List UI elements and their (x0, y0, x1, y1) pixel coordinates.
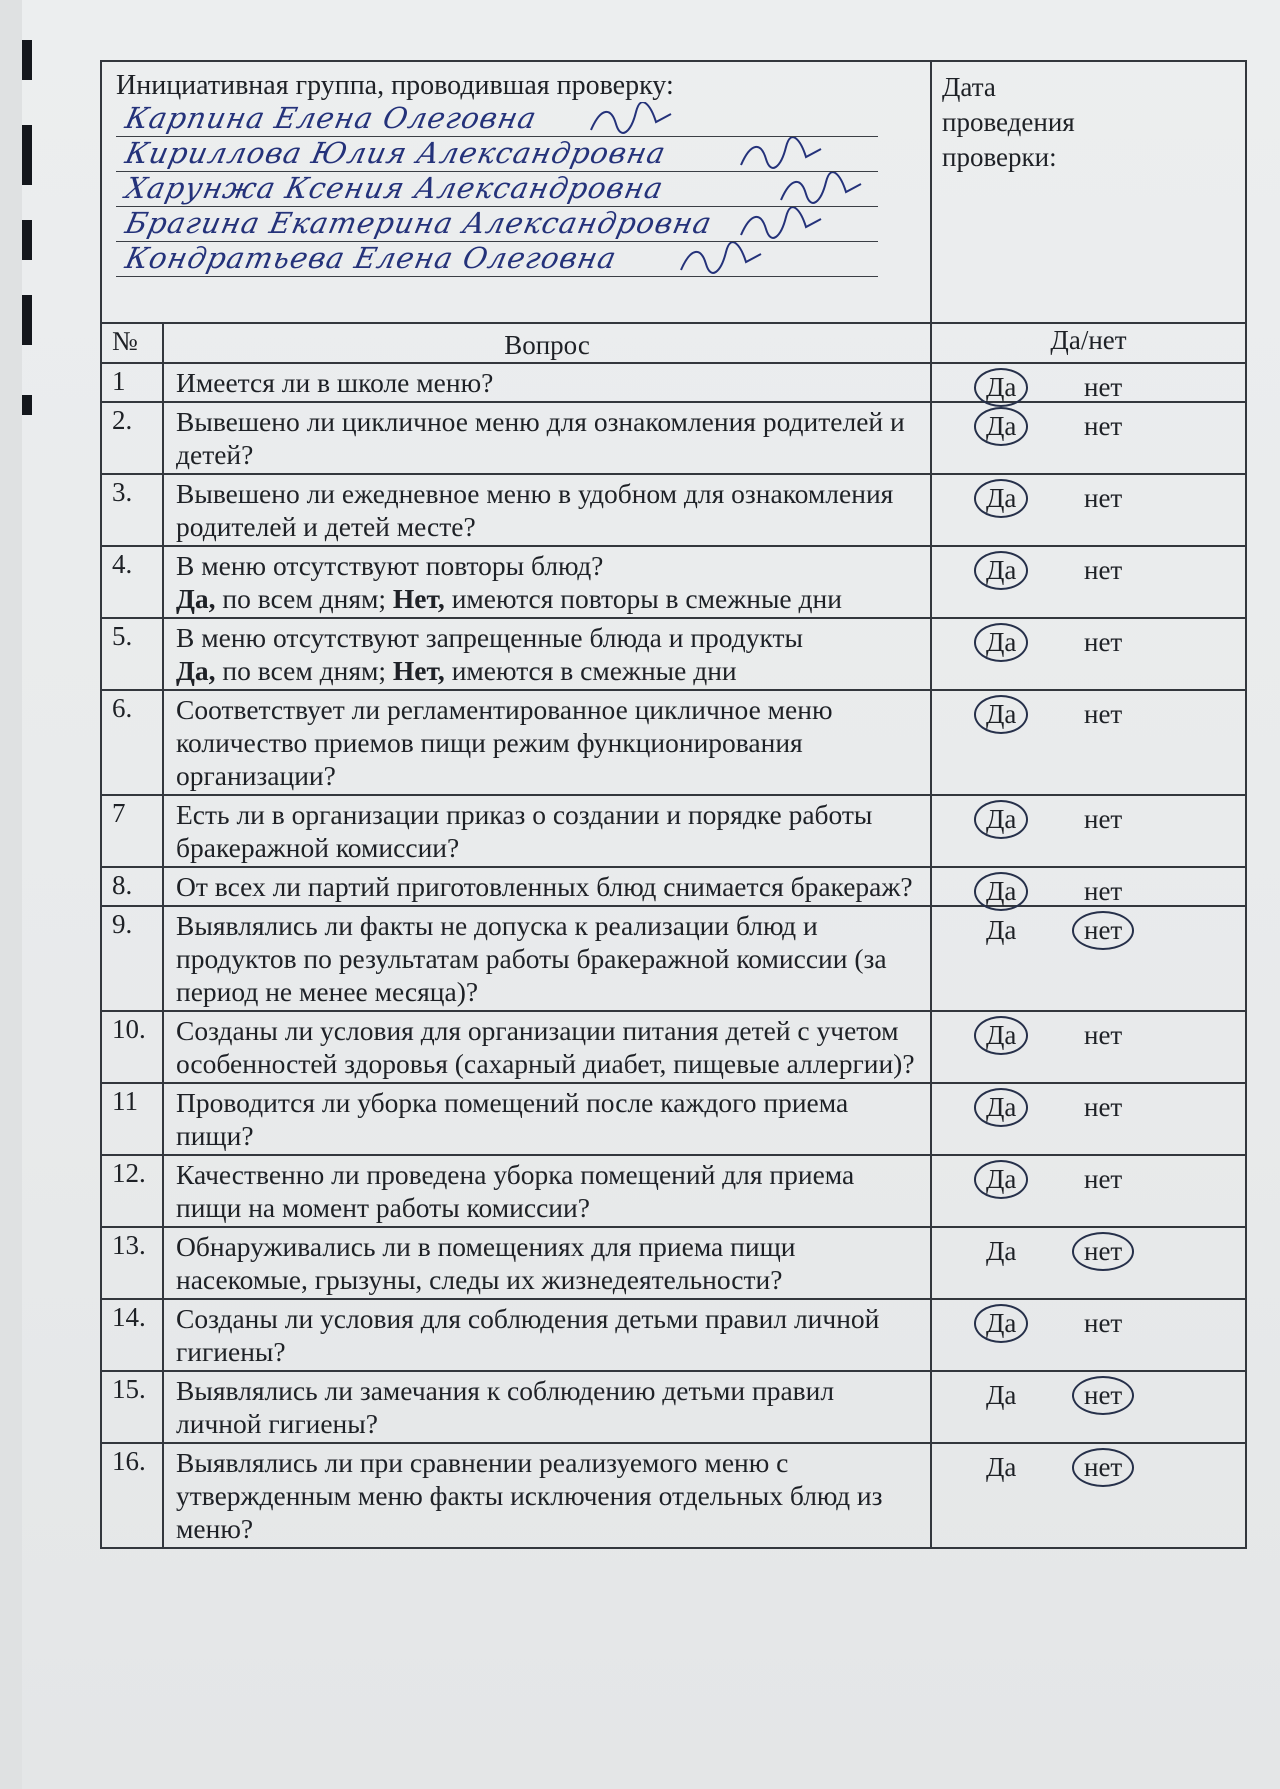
answer-no-option[interactable]: нет (1072, 911, 1134, 950)
answer-cell (931, 546, 1246, 618)
question-cell (163, 618, 931, 690)
note-no-note: Нет, (392, 655, 445, 686)
table-row (101, 1155, 1246, 1227)
answer-cell (931, 690, 1246, 795)
answer-yes-option[interactable]: Да (974, 1016, 1028, 1055)
answer-cell (931, 1227, 1246, 1299)
question-cell (163, 402, 931, 474)
answer-yes-option[interactable]: Да (974, 551, 1028, 590)
question-note (176, 582, 918, 615)
signature-scribble-icon (586, 102, 676, 136)
note-end-note: имеются в смежные дни (444, 655, 737, 686)
member-name: Брагина Екатерина Александровна (122, 206, 716, 240)
question-cell (163, 1227, 931, 1299)
question-cell (163, 1155, 931, 1227)
table-row (101, 402, 1246, 474)
question-text: Обнаруживались ли в помещениях для приема пищи насекомые, грызуны, следы их жизнедеятельности? (176, 1231, 796, 1295)
row-number: 1 (101, 363, 163, 402)
answer-yes-option[interactable]: Да (974, 800, 1028, 839)
answer-cell (931, 1443, 1246, 1548)
question-cell (163, 1083, 931, 1155)
binder-hole (22, 220, 32, 260)
table-row (101, 1443, 1246, 1548)
table-row (101, 618, 1246, 690)
signature-list (116, 102, 918, 277)
signature-line (116, 172, 878, 207)
note-yes-note: Да, (176, 655, 216, 686)
note-mid-note: по всем дням; (215, 655, 393, 686)
table-row (101, 906, 1246, 1011)
table-row (101, 1083, 1246, 1155)
answer-yes-option[interactable]: Да (986, 915, 1017, 945)
column-header-num: № (101, 323, 163, 363)
answer-cell (931, 1083, 1246, 1155)
question-text: От всех ли партий приготовленных блюд снимается бракераж? (176, 871, 913, 902)
binder-hole (22, 395, 32, 415)
member-name: Кириллова Юлия Александровна (122, 136, 670, 170)
row-number: 9. (101, 906, 163, 1011)
answer-no-option[interactable]: нет (1072, 1448, 1134, 1487)
table-row (101, 867, 1246, 906)
row-number: 13. (101, 1227, 163, 1299)
question-cell (163, 690, 931, 795)
row-number: 14. (101, 1299, 163, 1371)
question-text: Имеется ли в школе меню? (176, 367, 494, 398)
row-number: 3. (101, 474, 163, 546)
answer-yes-option[interactable]: Да (974, 1304, 1028, 1343)
answer-cell (931, 618, 1246, 690)
question-text: В меню отсутствуют повторы блюд? (176, 550, 604, 581)
answer-yes-option[interactable]: Да (986, 1452, 1017, 1482)
row-number: 8. (101, 867, 163, 906)
question-rows (101, 363, 1246, 1548)
question-text: Проводится ли уборка помещений после каждого приема пищи? (176, 1087, 849, 1151)
question-cell (163, 795, 931, 867)
table-row (101, 690, 1246, 795)
table-row (101, 1227, 1246, 1299)
column-header-row (101, 323, 1246, 363)
table-row (101, 1299, 1246, 1371)
group-label: Инициативная группа, проводившая проверку: (116, 70, 674, 101)
header-row (101, 61, 1246, 323)
signature-scribble-icon (676, 242, 766, 276)
question-cell (163, 1299, 931, 1371)
answer-cell (931, 867, 1246, 906)
answer-no-option[interactable]: нет (1072, 1376, 1134, 1415)
answer-no-option[interactable]: нет (1084, 804, 1123, 834)
row-number: 6. (101, 690, 163, 795)
answer-no-option[interactable]: нет (1084, 372, 1123, 402)
answer-no-option[interactable]: нет (1084, 876, 1123, 906)
answer-cell (931, 402, 1246, 474)
date-label-line: Дата (942, 72, 996, 102)
table-row (101, 795, 1246, 867)
table-row (101, 363, 1246, 402)
signature-line (116, 207, 878, 242)
answer-no-option[interactable]: нет (1084, 411, 1123, 441)
binder-hole (22, 40, 32, 80)
answer-no-option[interactable]: нет (1084, 1164, 1123, 1194)
answer-cell (931, 1155, 1246, 1227)
answer-yes-option[interactable]: Да (974, 623, 1028, 662)
binder-hole (22, 125, 32, 185)
row-number: 5. (101, 618, 163, 690)
question-cell (163, 1371, 931, 1443)
row-number: 2. (101, 402, 163, 474)
question-text: Созданы ли условия для соблюдения детьми правил личной гигиены? (176, 1303, 880, 1367)
answer-no-option[interactable]: нет (1084, 699, 1123, 729)
form-table (100, 60, 1247, 1549)
row-number: 10. (101, 1011, 163, 1083)
note-end-note: имеются повторы в смежные дни (444, 583, 842, 614)
question-text: Выявлялись ли замечания к соблюдению детьми правил личной гигиены? (176, 1375, 835, 1439)
answer-yes-option[interactable]: Да (974, 1088, 1028, 1127)
answer-yes-option[interactable]: Да (974, 695, 1028, 734)
signature-line (116, 137, 878, 172)
answer-cell (931, 1371, 1246, 1443)
group-cell (101, 61, 931, 323)
answer-no-option[interactable]: нет (1084, 627, 1123, 657)
row-number: 12. (101, 1155, 163, 1227)
signature-line (116, 102, 878, 137)
answer-yes-option[interactable]: Да (974, 407, 1028, 446)
answer-yes-option[interactable]: Да (974, 1160, 1028, 1199)
date-cell[interactable] (931, 61, 1246, 323)
question-cell (163, 1011, 931, 1083)
date-label-line: проведения (942, 107, 1075, 137)
inspection-form (100, 60, 1245, 1549)
answer-no-option[interactable]: нет (1084, 1020, 1123, 1050)
question-text: Вывешено ли ежедневное меню в удобном для ознакомления родителей и детей месте? (176, 478, 894, 542)
question-cell (163, 474, 931, 546)
note-no-note: Нет, (392, 583, 445, 614)
question-cell (163, 1443, 931, 1548)
row-number: 7 (101, 795, 163, 867)
row-number: 4. (101, 546, 163, 618)
question-text: Выявлялись ли факты не допуска к реализации блюд и продуктов по результатам работы бракеражной комиссии (за период не менее месяца)? (176, 910, 887, 1007)
binder-hole (22, 295, 32, 345)
question-text: Есть ли в организации приказ о создании и порядке работы бракеражной комиссии? (176, 799, 873, 863)
question-text: Созданы ли условия для организации питания детей с учетом особенностей здоровья (сахарный диабет, пищевые аллергии)? (176, 1015, 915, 1079)
answer-yes-option[interactable]: Да (986, 1236, 1017, 1266)
table-row (101, 546, 1246, 618)
answer-cell (931, 1299, 1246, 1371)
question-cell (163, 906, 931, 1011)
question-cell (163, 363, 931, 402)
question-note (176, 654, 918, 687)
answer-yes-option[interactable]: Да (986, 1380, 1017, 1410)
answer-cell (931, 1011, 1246, 1083)
answer-yes-option[interactable]: Да (974, 368, 1028, 407)
column-header-answer: Да/нет (931, 323, 1246, 363)
question-text: Выявлялись ли при сравнении реализуемого меню с утвержденным меню факты исключения отдельных блюд из меню? (176, 1447, 883, 1544)
member-name: Харунжа Ксения Александровна (122, 171, 667, 205)
signature-line (116, 242, 878, 277)
question-text: Качественно ли проведена уборка помещений для приема пищи на момент работы комиссии? (176, 1159, 855, 1223)
row-number: 16. (101, 1443, 163, 1548)
column-header-question: Вопрос (163, 323, 931, 363)
row-number: 11 (101, 1083, 163, 1155)
note-yes-note: Да, (176, 583, 216, 614)
answer-yes-option[interactable]: Да (974, 479, 1028, 518)
member-name: Карпина Елена Олеговна (122, 101, 541, 135)
question-text: Вывешено ли цикличное меню для ознакомления родителей и детей? (176, 406, 905, 470)
question-cell (163, 867, 931, 906)
answer-no-option[interactable]: нет (1084, 1308, 1123, 1338)
note-mid-note: по всем дням; (215, 583, 393, 614)
table-row (101, 1371, 1246, 1443)
member-name: Кондратьева Елена Олеговна (122, 241, 620, 275)
signature-scribble-icon (736, 207, 826, 241)
table-row (101, 474, 1246, 546)
answer-no-option[interactable]: нет (1072, 1232, 1134, 1271)
answer-cell (931, 795, 1246, 867)
answer-cell (931, 474, 1246, 546)
table-row (101, 1011, 1246, 1083)
signature-scribble-icon (736, 137, 826, 171)
answer-cell (931, 363, 1246, 402)
date-label-line: проверки: (942, 142, 1057, 172)
answer-yes-option[interactable]: Да (974, 872, 1028, 911)
row-number: 15. (101, 1371, 163, 1443)
signature-scribble-icon (776, 172, 866, 206)
answer-cell (931, 906, 1246, 1011)
answer-no-option[interactable]: нет (1084, 1092, 1123, 1122)
question-text: В меню отсутствуют запрещенные блюда и продукты (176, 622, 803, 653)
question-cell (163, 546, 931, 618)
answer-no-option[interactable]: нет (1084, 555, 1123, 585)
answer-no-option[interactable]: нет (1084, 483, 1123, 513)
question-text: Соответствует ли регламентированное цикличное меню количество приемов пищи режим функционирования организации? (176, 694, 833, 791)
